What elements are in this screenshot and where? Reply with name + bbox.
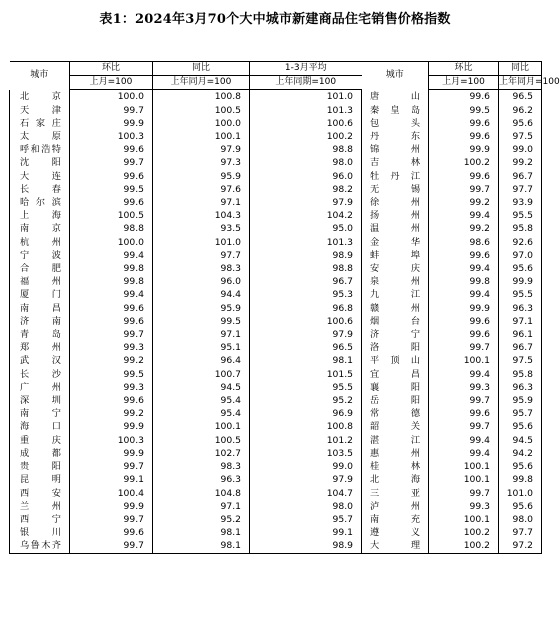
city-name-left: 上海	[10, 209, 70, 222]
yoy-value-left: 100.5	[153, 434, 250, 447]
city-name-left: 深圳	[10, 394, 70, 407]
avg-value-left: 104.2	[250, 209, 362, 222]
yoy-value-right: 95.6	[499, 460, 542, 473]
mom-value-right: 99.6	[429, 90, 499, 104]
mom-value-right: 99.7	[429, 183, 499, 196]
mom-value-left: 99.6	[70, 526, 153, 539]
mom-value-right: 99.4	[429, 262, 499, 275]
mom-value-right: 99.3	[429, 500, 499, 513]
city-name-left: 西安	[10, 487, 70, 500]
mom-value-right: 100.1	[429, 354, 499, 367]
yoy-value-right: 95.7	[499, 407, 542, 420]
mom-value-right: 99.4	[429, 288, 499, 301]
city-name-right: 牡丹江	[362, 170, 429, 183]
mom-value-left: 99.9	[70, 447, 153, 460]
yoy-value-left: 100.1	[153, 130, 250, 143]
yoy-value-right: 97.5	[499, 354, 542, 367]
avg-value-left: 98.0	[250, 156, 362, 169]
table-row	[10, 539, 542, 553]
city-name-left: 石家庄	[10, 117, 70, 130]
city-name-right: 安庆	[362, 262, 429, 275]
city-name-right: 金华	[362, 236, 429, 249]
header-row-1	[10, 62, 542, 76]
yoy-value-left: 95.2	[153, 513, 250, 526]
yoy-value-right: 99.2	[499, 156, 542, 169]
city-name-right: 九江	[362, 288, 429, 301]
mom-header-right: 环比	[429, 62, 499, 76]
city-name-right: 湛江	[362, 434, 429, 447]
mom-value-left: 99.3	[70, 381, 153, 394]
mom-base-left: 上月=100	[70, 76, 153, 90]
city-name-right: 徐州	[362, 196, 429, 209]
mom-value-right: 99.4	[429, 434, 499, 447]
yoy-value-left: 96.4	[153, 354, 250, 367]
avg-value-left: 99.0	[250, 460, 362, 473]
mom-value-right: 99.6	[429, 170, 499, 183]
avg-value-left: 104.7	[250, 487, 362, 500]
table-row	[10, 156, 542, 169]
table-row	[10, 236, 542, 249]
mom-value-left: 99.4	[70, 249, 153, 262]
mom-value-left: 99.5	[70, 183, 153, 196]
avg-value-left: 95.2	[250, 394, 362, 407]
mom-value-right: 99.7	[429, 420, 499, 433]
city-name-right: 烟台	[362, 315, 429, 328]
mom-value-left: 99.5	[70, 368, 153, 381]
city-name-left: 南京	[10, 222, 70, 235]
city-name-right: 吉林	[362, 156, 429, 169]
city-name-right: 唐山	[362, 90, 429, 104]
city-name-left: 成都	[10, 447, 70, 460]
table-row	[10, 407, 542, 420]
yoy-value-left: 95.9	[153, 170, 250, 183]
mom-value-left: 99.9	[70, 117, 153, 130]
mom-value-left: 100.0	[70, 236, 153, 249]
mom-value-right: 99.9	[429, 302, 499, 315]
mom-value-left: 99.3	[70, 341, 153, 354]
city-name-right: 桂林	[362, 460, 429, 473]
table-row	[10, 130, 542, 143]
yoy-value-left: 99.5	[153, 315, 250, 328]
yoy-value-left: 97.6	[153, 183, 250, 196]
avg-value-left: 98.9	[250, 249, 362, 262]
table-row	[10, 315, 542, 328]
yoy-value-left: 96.3	[153, 473, 250, 486]
yoy-value-left: 93.5	[153, 222, 250, 235]
city-name-right: 岳阳	[362, 394, 429, 407]
avg-value-left: 98.0	[250, 500, 362, 513]
mom-value-right: 99.7	[429, 341, 499, 354]
avg-value-left: 98.9	[250, 539, 362, 553]
yoy-value-right: 97.5	[499, 130, 542, 143]
mom-value-left: 99.6	[70, 315, 153, 328]
yoy-value-left: 97.1	[153, 500, 250, 513]
table-row	[10, 249, 542, 262]
city-name-right: 泉州	[362, 275, 429, 288]
yoy-value-right: 95.6	[499, 500, 542, 513]
avg-value-left: 100.2	[250, 130, 362, 143]
table-row	[10, 104, 542, 117]
yoy-value-left: 95.4	[153, 394, 250, 407]
mom-value-right: 99.8	[429, 275, 499, 288]
table-row	[10, 222, 542, 235]
city-name-left: 南宁	[10, 407, 70, 420]
city-name-left: 呼和浩特	[10, 143, 70, 156]
yoy-value-right: 93.9	[499, 196, 542, 209]
mom-value-right: 98.6	[429, 236, 499, 249]
table-title: 表1：2024年3月70个大中城市新建商品住宅销售价格指数	[99, 12, 451, 27]
city-name-left: 武汉	[10, 354, 70, 367]
yoy-value-right: 95.6	[499, 262, 542, 275]
table-row	[10, 460, 542, 473]
mom-value-right: 99.6	[429, 130, 499, 143]
mom-value-right: 99.6	[429, 407, 499, 420]
mom-value-right: 99.5	[429, 104, 499, 117]
yoy-value-left: 97.3	[153, 156, 250, 169]
mom-value-right: 99.3	[429, 381, 499, 394]
city-name-right: 北海	[362, 473, 429, 486]
avg-value-left: 103.5	[250, 447, 362, 460]
yoy-value-right: 96.5	[499, 90, 542, 104]
avg-value-left: 97.9	[250, 328, 362, 341]
avg-value-left: 101.5	[250, 368, 362, 381]
mom-value-right: 99.4	[429, 368, 499, 381]
mom-value-right: 99.4	[429, 447, 499, 460]
avg-value-left: 100.6	[250, 117, 362, 130]
city-name-left: 厦门	[10, 288, 70, 301]
yoy-value-left: 104.8	[153, 487, 250, 500]
table-row	[10, 143, 542, 156]
yoy-value-left: 95.4	[153, 407, 250, 420]
city-name-right: 泸州	[362, 500, 429, 513]
avg-value-left: 96.7	[250, 275, 362, 288]
city-name-left: 哈尔滨	[10, 196, 70, 209]
avg-value-left: 95.7	[250, 513, 362, 526]
yoy-value-right: 96.1	[499, 328, 542, 341]
mom-value-left: 99.6	[70, 394, 153, 407]
yoy-value-right: 99.9	[499, 275, 542, 288]
table-row	[10, 447, 542, 460]
city-name-right: 无锡	[362, 183, 429, 196]
city-name-left: 乌鲁木齐	[10, 539, 70, 553]
avg-header-left: 1-3月平均	[250, 62, 362, 76]
mom-value-left: 100.0	[70, 90, 153, 104]
yoy-value-right: 97.0	[499, 249, 542, 262]
avg-value-left: 97.9	[250, 196, 362, 209]
city-name-right: 三亚	[362, 487, 429, 500]
mom-value-left: 99.8	[70, 262, 153, 275]
yoy-value-right: 95.8	[499, 222, 542, 235]
mom-value-right: 100.1	[429, 460, 499, 473]
city-name-left: 重庆	[10, 434, 70, 447]
table-row	[10, 394, 542, 407]
yoy-value-left: 100.0	[153, 117, 250, 130]
city-name-right: 济宁	[362, 328, 429, 341]
mom-value-left: 100.4	[70, 487, 153, 500]
city-name-right: 扬州	[362, 209, 429, 222]
mom-value-left: 98.8	[70, 222, 153, 235]
avg-value-left: 101.3	[250, 236, 362, 249]
mom-value-left: 99.2	[70, 354, 153, 367]
mom-value-right: 100.2	[429, 539, 499, 553]
table-row	[10, 302, 542, 315]
city-name-left: 合肥	[10, 262, 70, 275]
table-row	[10, 473, 542, 486]
yoy-value-left: 97.9	[153, 143, 250, 156]
city-name-right: 包头	[362, 117, 429, 130]
mom-value-right: 100.1	[429, 513, 499, 526]
yoy-value-left: 98.1	[153, 539, 250, 553]
city-name-right: 丹东	[362, 130, 429, 143]
city-name-left: 昆明	[10, 473, 70, 486]
mom-value-right: 99.9	[429, 143, 499, 156]
mom-value-left: 100.5	[70, 209, 153, 222]
city-name-right: 温州	[362, 222, 429, 235]
city-name-right: 遵义	[362, 526, 429, 539]
city-name-left: 沈阳	[10, 156, 70, 169]
city-name-left: 郑州	[10, 341, 70, 354]
mom-value-left: 99.1	[70, 473, 153, 486]
table-row	[10, 275, 542, 288]
avg-value-left: 97.9	[250, 473, 362, 486]
mom-value-right: 99.2	[429, 222, 499, 235]
mom-value-right: 99.7	[429, 487, 499, 500]
mom-value-right: 99.6	[429, 328, 499, 341]
yoy-value-left: 97.1	[153, 196, 250, 209]
table-row	[10, 196, 542, 209]
yoy-base-right: 上年同月=100	[499, 76, 542, 90]
city-name-left: 宁波	[10, 249, 70, 262]
mom-value-right: 99.4	[429, 209, 499, 222]
yoy-value-right: 96.3	[499, 381, 542, 394]
yoy-value-left: 94.4	[153, 288, 250, 301]
city-name-left: 北京	[10, 90, 70, 104]
avg-value-left: 99.1	[250, 526, 362, 539]
mom-value-left: 99.8	[70, 275, 153, 288]
table-row	[10, 262, 542, 275]
mom-value-left: 99.6	[70, 170, 153, 183]
yoy-value-left: 97.7	[153, 249, 250, 262]
city-name-right: 大理	[362, 539, 429, 553]
mom-value-left: 99.7	[70, 513, 153, 526]
yoy-value-left: 98.1	[153, 526, 250, 539]
yoy-value-right: 101.0	[499, 487, 542, 500]
yoy-value-right: 97.7	[499, 526, 542, 539]
yoy-value-left: 95.9	[153, 302, 250, 315]
table-row	[10, 117, 542, 130]
yoy-base-left: 上年同月=100	[153, 76, 250, 90]
yoy-value-right: 94.5	[499, 434, 542, 447]
table-row	[10, 381, 542, 394]
avg-value-left: 98.8	[250, 143, 362, 156]
price-index-table	[9, 61, 560, 554]
avg-base-left: 上年同期=100	[250, 76, 362, 90]
table-row	[10, 90, 542, 104]
table-row	[10, 487, 542, 500]
city-name-right: 惠州	[362, 447, 429, 460]
yoy-value-left: 97.1	[153, 328, 250, 341]
city-name-left: 兰州	[10, 500, 70, 513]
yoy-value-right: 95.8	[499, 368, 542, 381]
city-name-left: 大连	[10, 170, 70, 183]
mom-value-right: 99.6	[429, 315, 499, 328]
mom-value-left: 100.3	[70, 130, 153, 143]
avg-value-left: 100.6	[250, 315, 362, 328]
yoy-value-right: 92.6	[499, 236, 542, 249]
table-row	[10, 288, 542, 301]
avg-value-left: 101.0	[250, 90, 362, 104]
avg-value-left: 95.3	[250, 288, 362, 301]
avg-value-left: 96.9	[250, 407, 362, 420]
city-name-right: 常德	[362, 407, 429, 420]
city-name-right: 宜昌	[362, 368, 429, 381]
table-row	[10, 341, 542, 354]
table-row	[10, 434, 542, 447]
mom-value-left: 99.7	[70, 104, 153, 117]
yoy-value-right: 95.9	[499, 394, 542, 407]
mom-base-right: 上月=100	[429, 76, 499, 90]
mom-value-left: 99.6	[70, 196, 153, 209]
yoy-value-right: 96.7	[499, 341, 542, 354]
city-name-left: 银川	[10, 526, 70, 539]
city-name-right: 襄阳	[362, 381, 429, 394]
table-row	[10, 500, 542, 513]
city-name-right: 平顶山	[362, 354, 429, 367]
mom-value-left: 99.9	[70, 420, 153, 433]
mom-value-left: 99.7	[70, 539, 153, 553]
avg-value-left: 95.5	[250, 381, 362, 394]
city-name-right: 南充	[362, 513, 429, 526]
city-name-right: 蚌埠	[362, 249, 429, 262]
avg-value-left: 101.3	[250, 104, 362, 117]
city-header-right: 城市	[362, 62, 429, 90]
mom-value-left: 99.7	[70, 460, 153, 473]
mom-value-left: 99.6	[70, 302, 153, 315]
yoy-value-left: 94.5	[153, 381, 250, 394]
avg-value-left: 101.2	[250, 434, 362, 447]
table-row	[10, 183, 542, 196]
table-row	[10, 328, 542, 341]
mom-value-left: 100.3	[70, 434, 153, 447]
mom-value-right: 100.1	[429, 473, 499, 486]
avg-value-left: 98.8	[250, 262, 362, 275]
yoy-value-right: 97.7	[499, 183, 542, 196]
avg-value-left: 96.0	[250, 170, 362, 183]
yoy-value-left: 98.3	[153, 262, 250, 275]
yoy-value-left: 102.7	[153, 447, 250, 460]
city-name-left: 天津	[10, 104, 70, 117]
yoy-value-right: 99.8	[499, 473, 542, 486]
city-name-right: 洛阳	[362, 341, 429, 354]
yoy-value-left: 100.1	[153, 420, 250, 433]
city-name-left: 南昌	[10, 302, 70, 315]
table-row	[10, 354, 542, 367]
avg-value-left: 98.2	[250, 183, 362, 196]
city-name-left: 长沙	[10, 368, 70, 381]
city-name-right: 锦州	[362, 143, 429, 156]
yoy-value-right: 94.2	[499, 447, 542, 460]
yoy-header-left: 同比	[153, 62, 250, 76]
avg-value-left: 100.8	[250, 420, 362, 433]
mom-value-right: 100.2	[429, 156, 499, 169]
table-row	[10, 526, 542, 539]
table-row	[10, 420, 542, 433]
mom-value-right: 99.6	[429, 117, 499, 130]
yoy-value-left: 95.1	[153, 341, 250, 354]
city-name-left: 海口	[10, 420, 70, 433]
yoy-value-right: 98.0	[499, 513, 542, 526]
mom-value-left: 99.6	[70, 143, 153, 156]
yoy-value-right: 99.0	[499, 143, 542, 156]
mom-header-left: 环比	[70, 62, 153, 76]
mom-value-right: 99.7	[429, 394, 499, 407]
city-name-left: 杭州	[10, 236, 70, 249]
city-name-left: 青岛	[10, 328, 70, 341]
avg-value-left: 96.5	[250, 341, 362, 354]
yoy-value-left: 100.8	[153, 90, 250, 104]
yoy-value-right: 95.5	[499, 209, 542, 222]
mom-value-right: 99.6	[429, 249, 499, 262]
city-name-left: 太原	[10, 130, 70, 143]
mom-value-right: 99.2	[429, 196, 499, 209]
city-name-left: 长春	[10, 183, 70, 196]
yoy-value-left: 100.5	[153, 104, 250, 117]
yoy-value-right: 95.5	[499, 288, 542, 301]
table-row	[10, 209, 542, 222]
city-header-left: 城市	[10, 62, 70, 90]
yoy-value-right: 96.7	[499, 170, 542, 183]
city-name-left: 广州	[10, 381, 70, 394]
avg-value-left: 98.1	[250, 354, 362, 367]
yoy-value-right: 96.3	[499, 302, 542, 315]
yoy-value-right: 95.6	[499, 117, 542, 130]
city-name-left: 福州	[10, 275, 70, 288]
yoy-value-right: 95.6	[499, 420, 542, 433]
table-row	[10, 513, 542, 526]
yoy-value-left: 98.3	[153, 460, 250, 473]
city-name-left: 济南	[10, 315, 70, 328]
yoy-value-left: 101.0	[153, 236, 250, 249]
yoy-value-right: 97.1	[499, 315, 542, 328]
city-name-right: 韶关	[362, 420, 429, 433]
yoy-header-right: 同比	[499, 62, 542, 76]
yoy-value-right: 96.2	[499, 104, 542, 117]
mom-value-right: 100.2	[429, 526, 499, 539]
yoy-value-left: 96.0	[153, 275, 250, 288]
yoy-value-left: 100.7	[153, 368, 250, 381]
mom-value-left: 99.4	[70, 288, 153, 301]
yoy-value-right: 97.2	[499, 539, 542, 553]
city-name-left: 西宁	[10, 513, 70, 526]
mom-value-left: 99.9	[70, 500, 153, 513]
yoy-value-left: 104.3	[153, 209, 250, 222]
avg-value-left: 96.8	[250, 302, 362, 315]
mom-value-left: 99.7	[70, 328, 153, 341]
table-row	[10, 170, 542, 183]
table-row	[10, 368, 542, 381]
header-row-2	[10, 76, 542, 90]
city-name-left: 贵阳	[10, 460, 70, 473]
mom-value-left: 99.2	[70, 407, 153, 420]
city-name-right: 秦皇岛	[362, 104, 429, 117]
avg-value-left: 95.0	[250, 222, 362, 235]
mom-value-left: 99.7	[70, 156, 153, 169]
city-name-right: 赣州	[362, 302, 429, 315]
